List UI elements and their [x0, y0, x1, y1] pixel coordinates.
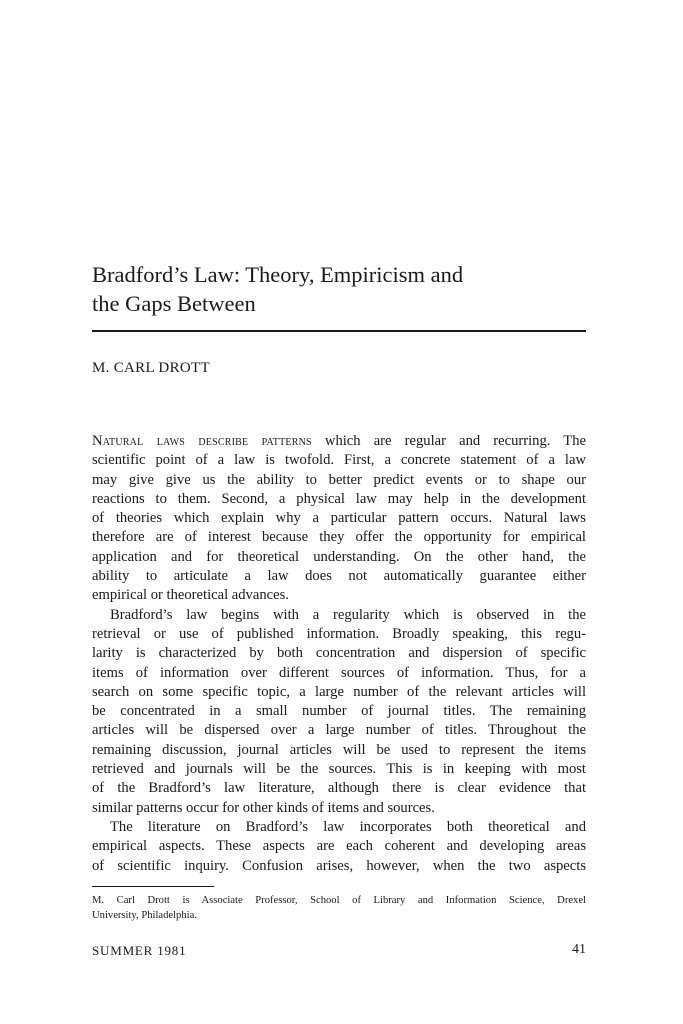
- body-line: larity is characterized by both concentration and dispersion of specific: [92, 645, 586, 662]
- body-line: empirical aspects. These aspects are each coherent and developing areas: [92, 838, 586, 855]
- body-line: retrieved and journals will be the sources. This is in keeping with most: [92, 761, 586, 778]
- body-line: ability to articulate a law does not automatically guarantee either: [92, 568, 586, 585]
- title-rule: [92, 330, 586, 332]
- article-title-line: the Gaps Between: [92, 291, 256, 316]
- author-footnote: [92, 893, 586, 923]
- article-title: [92, 260, 592, 318]
- article-body: [92, 432, 586, 876]
- body-line: search on some specific topic, a large number of the relevant articles will: [92, 683, 586, 700]
- body-line: may give give us the ability to better predict events or to shape our: [92, 471, 586, 488]
- body-line: empirical or theoretical advances.: [92, 587, 289, 604]
- body-line: similar patterns occur for other kinds of items and sources.: [92, 799, 435, 816]
- body-line: The literature on Bradford’s law incorporates both theoretical and: [110, 818, 586, 835]
- footnote-line: M. Carl Drott is Associate Professor, School of Library and Information Science, Drexel: [92, 895, 586, 906]
- body-line: reactions to them. Second, a physical law may help in the development: [92, 490, 586, 507]
- footnote-rule: [92, 886, 214, 887]
- footnote-line: University, Philadelphia.: [92, 910, 197, 921]
- body-line: Bradford’s law begins with a regularity which is observed in the: [110, 606, 586, 623]
- body-line: application and for theoretical understanding. On the other hand, the: [92, 548, 586, 565]
- lead-in-small-caps: Natural laws describe patterns: [92, 433, 312, 449]
- body-line: therefore are of interest because they offer the opportunity for empirical: [92, 529, 586, 546]
- body-line: articles will be dispersed over a large number of titles. Throughout the: [92, 722, 586, 739]
- body-line: of scientific inquiry. Confusion arises, however, when the two aspects: [92, 857, 586, 874]
- body-line: be concentrated in a small number of journal titles. The remaining: [92, 703, 586, 720]
- body-line: of theories which explain why a particular pattern occurs. Natural laws: [92, 510, 586, 527]
- body-line: items of information over different sources of information. Thus, for a: [92, 664, 586, 681]
- body-line-text: which are regular and recurring. The: [311, 433, 586, 449]
- author-name: M. CARL DROTT: [92, 360, 210, 376]
- body-line: of the Bradford’s law literature, although there is clear evidence that: [92, 780, 586, 797]
- body-line: retrieval or use of published information. Broadly speaking, this regu-: [92, 625, 586, 642]
- article-title-line: Bradford’s Law: Theory, Empiricism and: [92, 262, 464, 287]
- body-line: remaining discussion, journal articles will be used to represent the items: [92, 741, 586, 758]
- issue-date: SUMMER 1981: [92, 943, 187, 958]
- body-line: scientific point of a law is twofold. First, a concrete statement of a law: [92, 452, 586, 469]
- body-line: [92, 432, 586, 451]
- page-number: 41: [572, 942, 586, 957]
